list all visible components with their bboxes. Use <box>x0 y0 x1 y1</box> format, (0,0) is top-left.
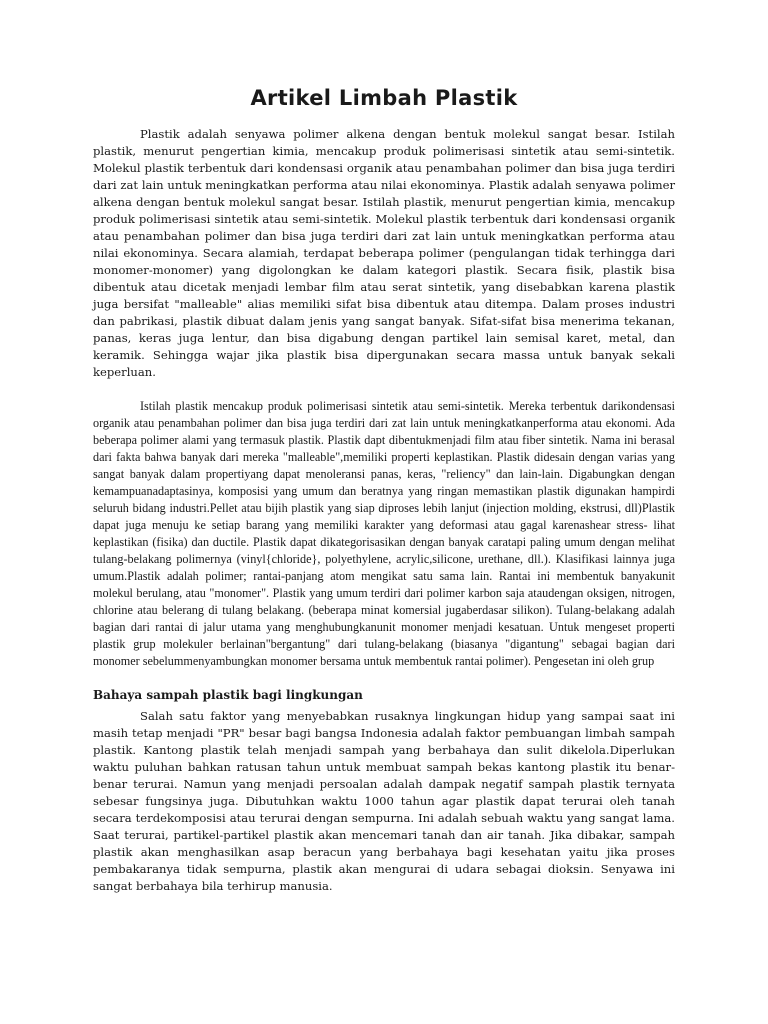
paragraph-3: Salah satu faktor yang menyebabkan rusaknya lingkungan hidup yang sampai saat ini masih tetap menjadi "PR" besar bagi bangsa Indonesia adalah faktor pembuangan limbah sampah plastik. Kantong plastik telah menjadi sampah yang berbahaya dan sulit dikelola.Diperlukan waktu puluhan bahkan ratusan tahun untuk membuat sampah bekas kantong plastik itu benar-benar terurai. Namun yang menjadi persoalan adalah dampak negatif sampah plastik ternyata sebesar fungsinya juga. Dibutuhkan waktu 1000 tahun agar plastik dapat terurai oleh tanah secara terdekomposisi atau terurai dengan sempurna. Ini adalah sebuah waktu yang sangat lama. Saat terurai, partikel-partikel plastik akan mencemari tanah dan air tanah. Jika dibakar, sampah plastik akan menghasilkan asap beracun yang berbahaya bagi kesehatan yaitu jika proses pembakaranya tidak sempurna, plastik akan mengurai di udara sebagai dioksin. Senyawa ini sangat berbahaya bila terhirup manusia. <box>93 709 675 893</box>
paragraph-2: Istilah plastik mencakup produk polimerisasi sintetik atau semi-sintetik. Mereka terbentuk darikondensasi organik atau penambahan polimer dan bisa juga terdiri dari zat lain untuk meningkatkanperforma atau ekonomi. Ada beberapa polimer alami yang termasuk plastik. Plastik dapt dibentukmenjadi film atau fiber sintetik. Nama ini berasal dari fakta bahwa banyak dari mereka "malleable",memiliki properti keplastikan. Plastik didesain dengan varias yang sangat banyak dalam propertiyang dapat menoleransi panas, keras, "reliency" dan lain-lain. Digabungkan dengan kemampuanadaptasinya, komposisi yang umum dan beratnya yang ringan memastikan plastik digunakan hampirdi seluruh bidang industri.Pellet atau bijih plastik yang siap diproses lebih lanjut (injection molding, ekstrusi, dll)Plastik dapat juga menuju ke setiap barang yang memiliki karakter yang deformasi atau gagal karenashear stress- lihat keplastikan (fisika) dan ductile. Plastik dapat dikategorisasikan dengan banyak caratapi paling umum dengan melihat tulang-belakang polimernya (vinyl{chloride}, polyethylene, acrylic,silicone, urethane, dll.). Klasifikasi lainnya juga umum.Plastik adalah polimer; rantai-panjang atom mengikat satu sama lain. Rantai ini membentuk banyakunit molekul berulang, atau "monomer". Plastik yang umum terdiri dari polimer karbon saja ataudengan oksigen, nitrogen, chlorine atau belerang di tulang belakang. (beberapa minat komersial jugaberdasar silikon). Tulang-belakang adalah bagian dari rantai di jalur utama yang menghubungkanunit monomer menjadi kesatuan. Untuk mengeset properti plastik grup molekuler berlainan"bergantung" dari tulang-belakang (biasanya "digantung" sebagai bagian dari monomer sebelummenyambungkan monomer bersama untuk membentuk rantai polimer). Pengesetan ini oleh grup <box>93 399 675 668</box>
page-title: Artikel Limbah Plastik <box>250 86 518 110</box>
section-heading: Bahaya sampah plastik bagi lingkungan <box>93 688 363 702</box>
paragraph-1: Plastik adalah senyawa polimer alkena dengan bentuk molekul sangat besar. Istilah plastik, menurut pengertian kimia, mencakup produk polimerisasi sintetik atau semi-sintetik. Molekul plastik terbentuk dari kondensasi organik atau penambahan polimer dan bisa juga terdiri dari zat lain untuk meningkatkan performa atau nilai ekonominya. Plastik adalah senyawa polimer alkena dengan bentuk molekul sangat besar. Istilah plastik, menurut pengertian kimia, mencakup produk polimerisasi sintetik atau semi-sintetik. Molekul plastik terbentuk dari kondensasi organik atau penambahan polimer dan bisa juga terdiri dari zat lain untuk meningkatkan performa atau nilai ekonominya. Secara alamiah, terdapat beberapa polimer (pengulangan tidak terhingga dari monomer-monomer) yang digolongkan ke dalam kategori plastik. Secara fisik, plastik bisa dibentuk atau dicetak menjadi lembar film atau serat sintetik, yang disebabkan karena plastik juga bersifat "malleable" alias memiliki sifat bisa dibentuk atau ditempa. Dalam proses industri dan pabrikasi, plastik dibuat dalam jenis yang sangat banyak. Sifat-sifat bisa menerima tekanan, panas, keras juga lentur, dan bisa digabung dengan partikel lain semisal karet, metal, dan keramik. Sehingga wajar jika plastik bisa dipergunakan secara massa untuk banyak sekali keperluan. <box>93 127 675 379</box>
